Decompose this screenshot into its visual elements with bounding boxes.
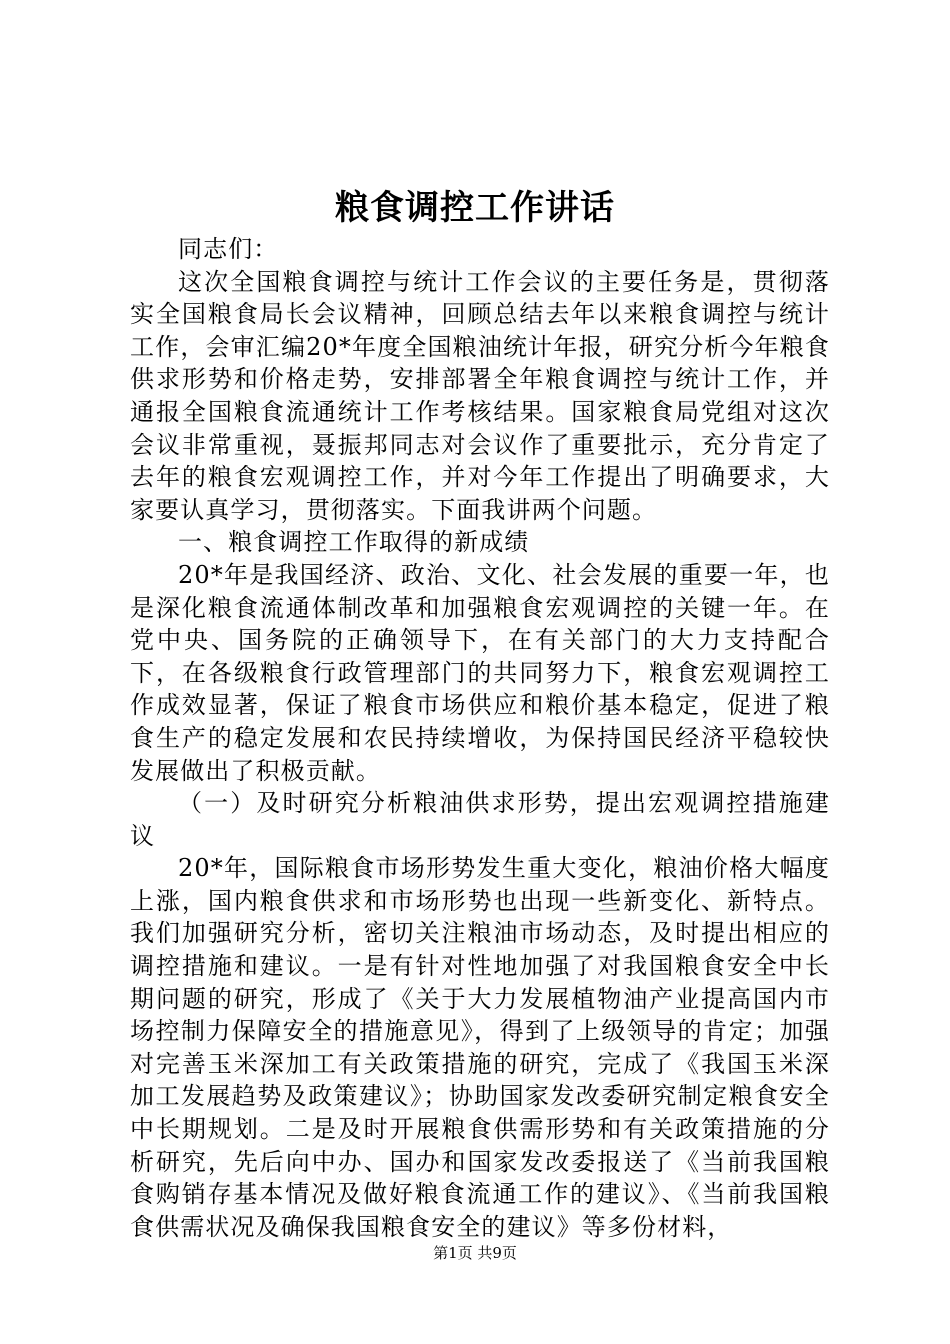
page-footer: 第1页 共9页: [433, 1244, 517, 1262]
section-heading-1: 一、粮食调控工作取得的新成绩: [178, 528, 530, 557]
document-title: 粮食调控工作讲话: [335, 188, 615, 228]
body-paragraph: 20*年，国际粮食市场形势发生重大变化，粮油价格大幅度上涨，国内粮食供求和市场形势也出现一些新变化、新特点。我们加强研究分析，密切关注粮油市场动态，及时提出相应的调控措施和建议。一是有针对性地加强了对我国粮食安全中长期问题的研究，形成了《关于大力发展植物油产业提高国内市场控制力保障安全的措施意见》，得到了上级领导的肯定；加强对完善玉米深加工有关政策措施的研究，完成了《我国玉米深加工发展趋势及政策建议》；协助国家发改委研究制定粮食安全中长期规划。二是及时开展粮食供需形势和有关政策措施的分析研究，先后向中办、国办和国家发改委报送了《当前我国粮食购销存基本情况及做好粮食流通工作的建议》、《当前我国粮食供需状况及确保我国粮食安全的建议》等多份材料，: [130, 854, 830, 1241]
document-body: [130, 233, 830, 1243]
salutation-paragraph: 同志们：: [178, 235, 279, 263]
body-paragraph: 20*年是我国经济、政治、文化、社会发展的重要一年，也是深化粮食流通体制改革和加强粮食宏观调控的关键一年。在党中央、国务院的正确领导下，在有关部门的大力支持配合下，在各级粮食行政管理部门的共同努力下，粮食宏观调控工作成效显著，保证了粮食市场供应和粮价基本稳定，促进了粮食生产的稳定发展和农民持续增收，为保持国民经济平稳较快发展做出了积极贡献。: [130, 560, 830, 785]
subsection-heading-1: （一）及时研究分析粮油供求形势，提出宏观调控措施建议: [130, 789, 830, 850]
intro-paragraph: 这次全国粮食调控与统计工作会议的主要任务是，贯彻落实全国粮食局长会议精神，回顾总结去年以来粮食调控与统计工作，会审汇编20*年度全国粮油统计年报，研究分析今年粮食供求形势和价格走势，安排部署全年粮食调控与统计工作，并通报全国粮食流通统计工作考核结果。国家粮食局党组对这次会议非常重视，聂振邦同志对会议作了重要批示，充分肯定了去年的粮食宏观调控工作，并对今年工作提出了明确要求，大家要认真学习，贯彻落实。下面我讲两个问题。: [130, 267, 830, 524]
